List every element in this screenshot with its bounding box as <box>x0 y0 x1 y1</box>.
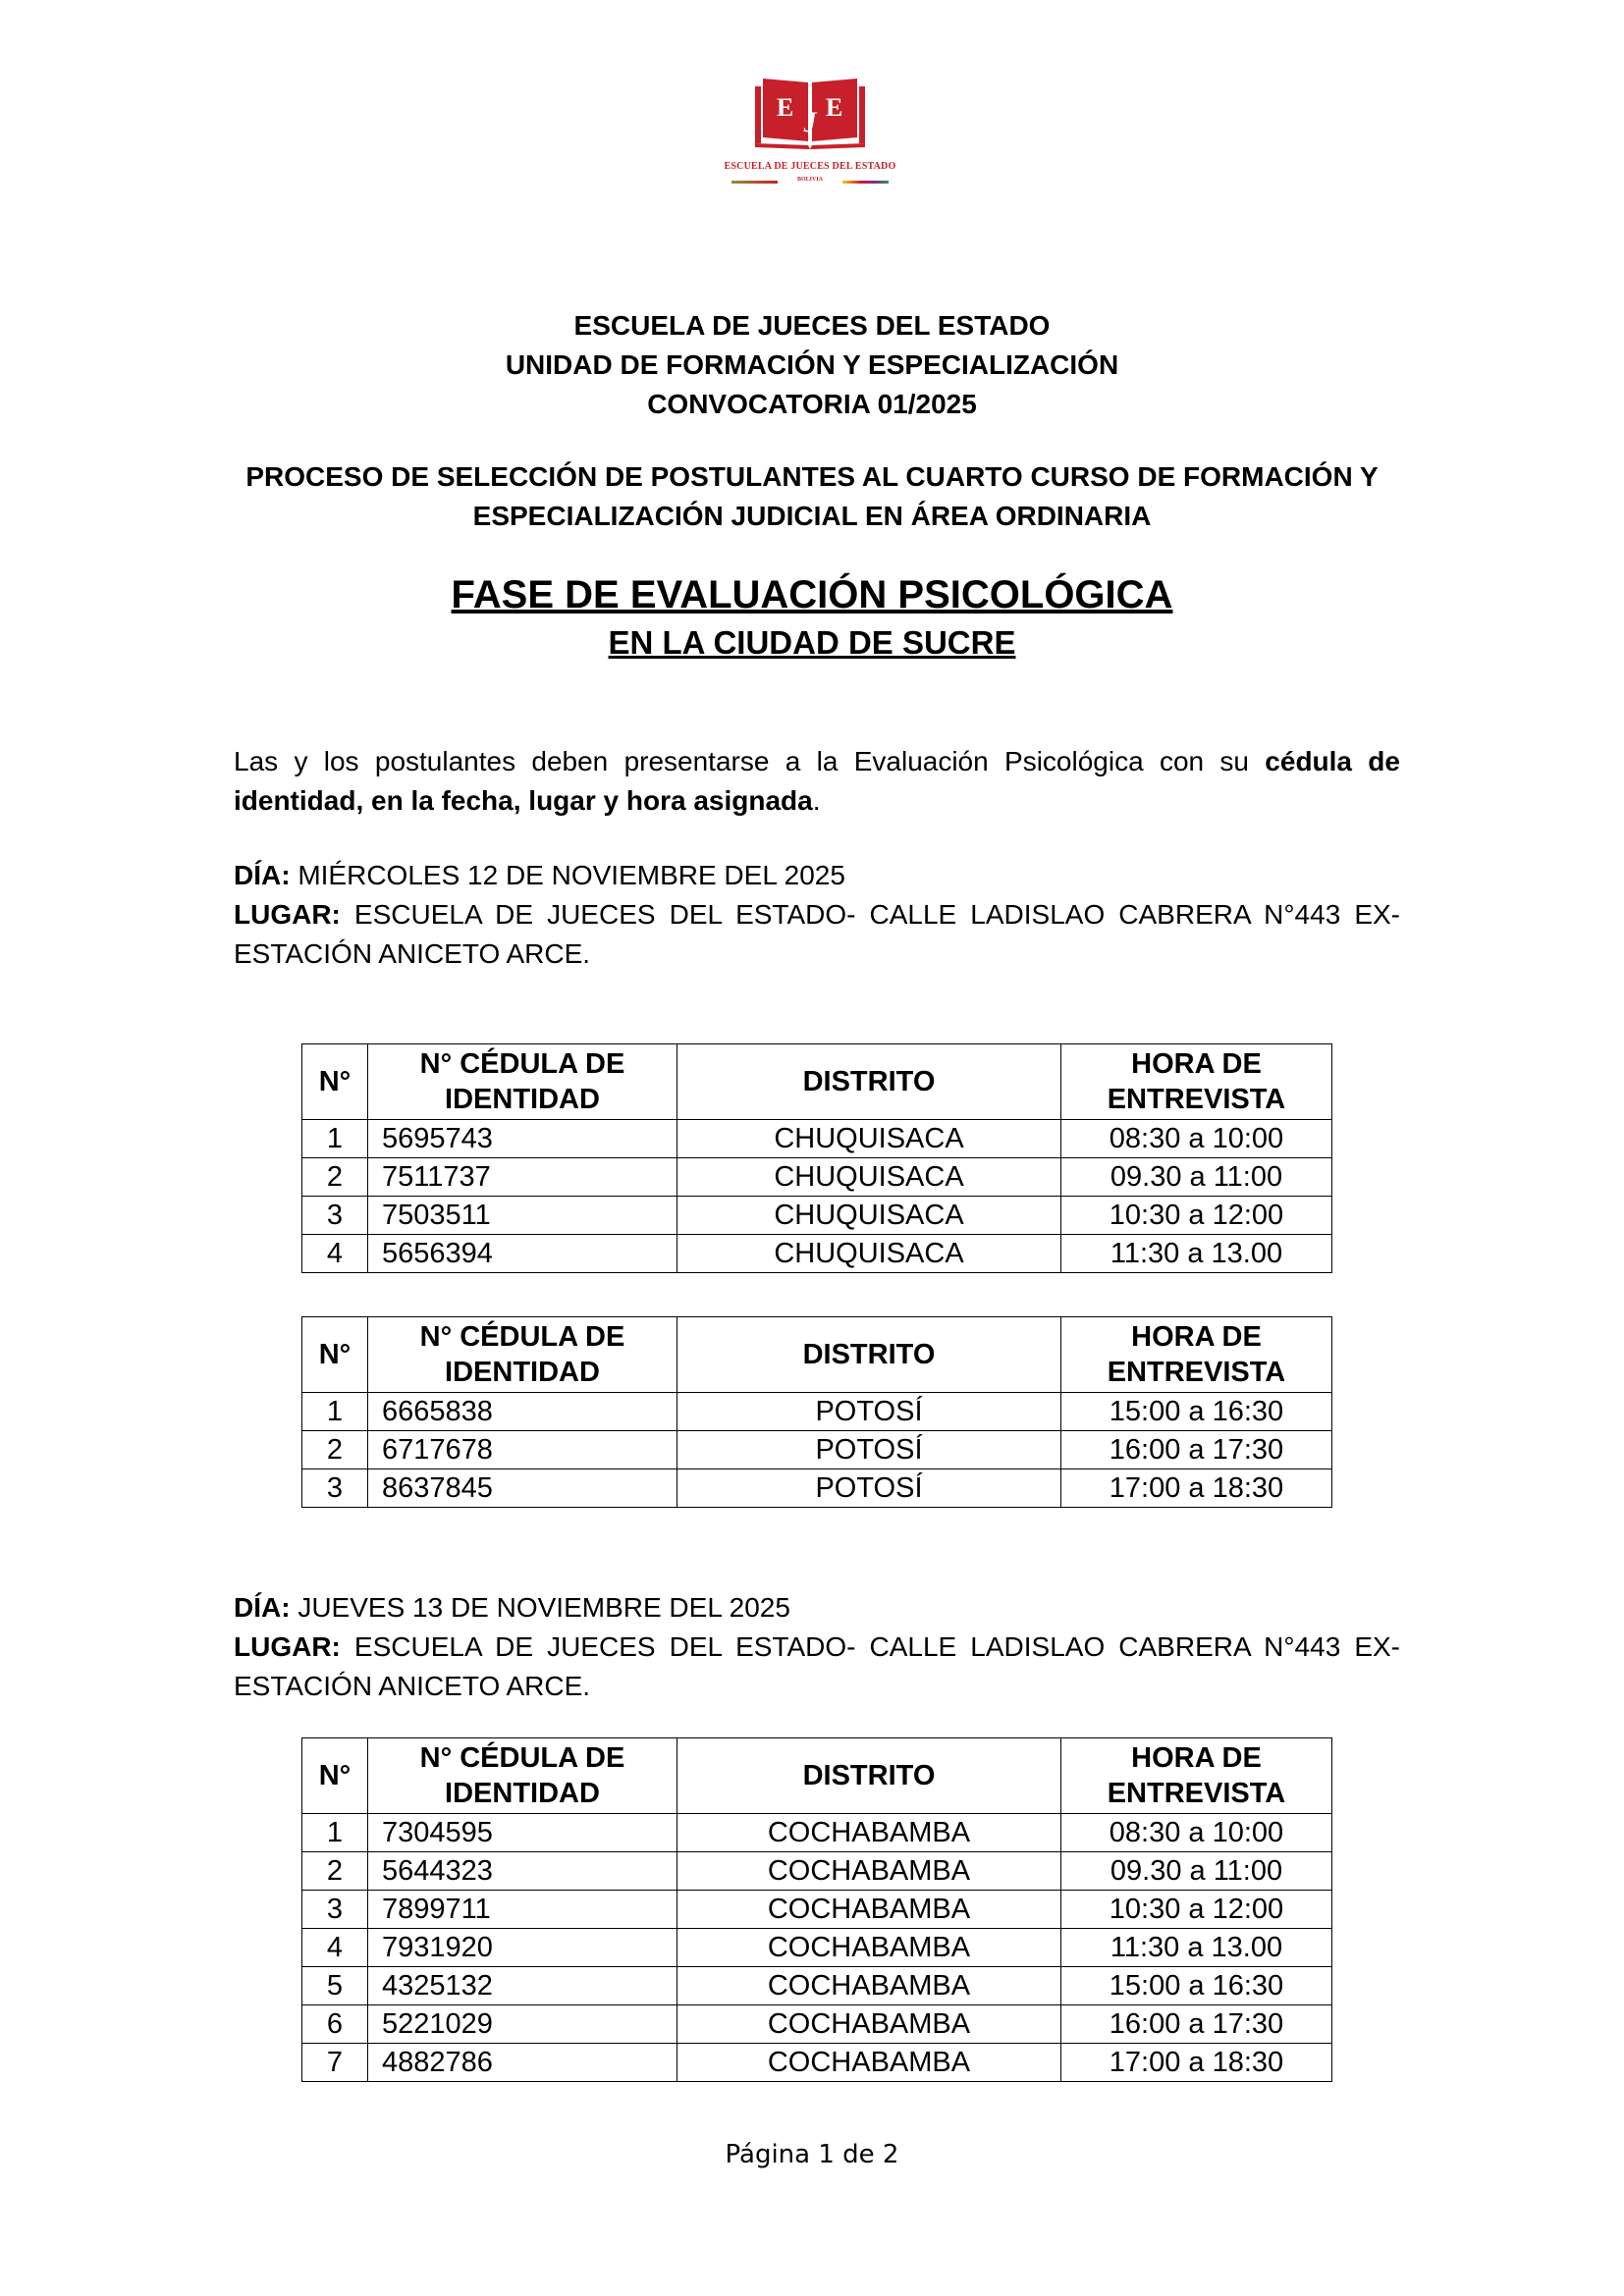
logo-divider-right <box>842 181 889 184</box>
call-number: CONVOCATORIA 01/2025 <box>647 389 977 419</box>
cell-ci: 7511737 <box>368 1158 677 1197</box>
location-value: ESCUELA DE JUECES DEL ESTADO- CALLE LADISLAO CABRERA N°443 EX-ESTACIÓN ANICETO ARCE. <box>234 899 1400 969</box>
cell-distrito: COCHABAMBA <box>677 2005 1061 2044</box>
cell-distrito: COCHABAMBA <box>677 2044 1061 2082</box>
table-header-row <box>302 1738 1332 1814</box>
day-1-date <box>234 856 1400 895</box>
cell-hora: 16:00 a 17:30 <box>1061 1431 1332 1469</box>
col-header-hora: HORA DE ENTREVISTA <box>1061 1738 1332 1814</box>
cell-n: 2 <box>302 1431 368 1469</box>
col-header-distrito: DISTRITO <box>677 1738 1061 1814</box>
day-value: JUEVES 13 DE NOVIEMBRE DEL 2025 <box>290 1592 790 1623</box>
cell-n: 1 <box>302 1814 368 1852</box>
cell-ci: 5221029 <box>368 2005 677 2044</box>
cell-ci: 4325132 <box>368 1967 677 2005</box>
cell-hora: 11:30 a 13.00 <box>1061 1929 1332 1967</box>
cell-hora: 15:00 a 16:30 <box>1061 1393 1332 1431</box>
cell-n: 7 <box>302 2044 368 2082</box>
schedule-table-chuquisaca <box>301 1043 1332 1273</box>
table-row <box>302 1393 1332 1431</box>
cell-distrito: CHUQUISACA <box>677 1235 1061 1273</box>
cell-distrito: COCHABAMBA <box>677 1852 1061 1891</box>
logo-country: BOLIVIA <box>796 177 823 183</box>
table-row <box>302 1197 1332 1235</box>
svg-text:E: E <box>777 93 794 122</box>
cell-ci: 5656394 <box>368 1235 677 1273</box>
table-header-row <box>302 1317 1332 1393</box>
col-header-ci: N° CÉDULA DE IDENTIDAD <box>368 1738 677 1814</box>
col-header-hora: HORA DE ENTREVISTA <box>1061 1044 1332 1120</box>
cell-n: 2 <box>302 1852 368 1891</box>
institution-name: ESCUELA DE JUECES DEL ESTADO <box>573 310 1051 341</box>
cell-distrito: POTOSÍ <box>677 1431 1061 1469</box>
cell-ci: 7899711 <box>368 1891 677 1929</box>
table-row <box>302 1431 1332 1469</box>
day-2-date <box>234 1588 1400 1628</box>
day-value: MIÉRCOLES 12 DE NOVIEMBRE DEL 2025 <box>290 860 845 890</box>
cell-ci: 6665838 <box>368 1393 677 1431</box>
logo-caption: ESCUELA DE JUECES DEL ESTADO <box>724 161 896 172</box>
cell-ci: 6717678 <box>368 1431 677 1469</box>
day-2-location <box>234 1628 1400 1706</box>
page-subtitle: EN LA CIUDAD DE SUCRE <box>608 624 1016 661</box>
cell-hora: 10:30 a 12:00 <box>1061 1891 1332 1929</box>
schedule-table-potosi <box>301 1316 1332 1508</box>
svg-text:J: J <box>803 106 817 138</box>
day-1-location <box>234 895 1400 974</box>
col-header-hora: HORA DE ENTREVISTA <box>1061 1317 1332 1393</box>
cell-hora: 09.30 a 11:00 <box>1061 1852 1332 1891</box>
cell-ci: 8637845 <box>368 1469 677 1508</box>
table-row <box>302 1891 1332 1929</box>
cell-ci: 7304595 <box>368 1814 677 1852</box>
cell-n: 3 <box>302 1469 368 1508</box>
cell-n: 4 <box>302 1929 368 1967</box>
table-row <box>302 1120 1332 1158</box>
cell-distrito: CHUQUISACA <box>677 1120 1061 1158</box>
intro-paragraph <box>234 742 1400 821</box>
cell-distrito: COCHABAMBA <box>677 1891 1061 1929</box>
day-label: DÍA: <box>234 1592 291 1623</box>
cell-distrito: COCHABAMBA <box>677 1814 1061 1852</box>
col-header-distrito: DISTRITO <box>677 1317 1061 1393</box>
cell-n: 6 <box>302 2005 368 2044</box>
cell-n: 2 <box>302 1158 368 1197</box>
table-row <box>302 1929 1332 1967</box>
schedule-table-cochabamba <box>301 1737 1332 2082</box>
cell-distrito: CHUQUISACA <box>677 1158 1061 1197</box>
table-row <box>302 1158 1332 1197</box>
svg-text:E: E <box>826 93 843 122</box>
cell-ci: 4882786 <box>368 2044 677 2082</box>
cell-distrito: POTOSÍ <box>677 1469 1061 1508</box>
table-row <box>302 1814 1332 1852</box>
cell-n: 3 <box>302 1891 368 1929</box>
cell-hora: 09.30 a 11:00 <box>1061 1158 1332 1197</box>
page-number: Página 1 de 2 <box>725 2140 899 2169</box>
col-header-n: N° <box>302 1738 368 1814</box>
cell-ci: 5644323 <box>368 1852 677 1891</box>
page-title: FASE DE EVALUACIÓN PSICOLÓGICA <box>451 573 1173 616</box>
cell-hora: 08:30 a 10:00 <box>1061 1814 1332 1852</box>
cell-ci: 7503511 <box>368 1197 677 1235</box>
location-label: LUGAR: <box>234 899 341 930</box>
intro-end: . <box>812 785 821 816</box>
location-label: LUGAR: <box>234 1631 341 1662</box>
table-row <box>302 2044 1332 2082</box>
cell-distrito: POTOSÍ <box>677 1393 1061 1431</box>
cell-ci: 5695743 <box>368 1120 677 1158</box>
cell-n: 4 <box>302 1235 368 1273</box>
cell-ci: 7931920 <box>368 1929 677 1967</box>
process-title-line1: PROCESO DE SELECCIÓN DE POSTULANTES AL CUARTO CURSO DE FORMACIÓN Y <box>245 461 1379 492</box>
cell-distrito: COCHABAMBA <box>677 1929 1061 1967</box>
col-header-n: N° <box>302 1317 368 1393</box>
cell-hora: 08:30 a 10:00 <box>1061 1120 1332 1158</box>
cell-hora: 16:00 a 17:30 <box>1061 2005 1332 2044</box>
col-header-ci: N° CÉDULA DE IDENTIDAD <box>368 1044 677 1120</box>
cell-hora: 17:00 a 18:30 <box>1061 2044 1332 2082</box>
institution-logo <box>722 69 898 187</box>
col-header-distrito: DISTRITO <box>677 1044 1061 1120</box>
location-value: ESCUELA DE JUECES DEL ESTADO- CALLE LADISLAO CABRERA N°443 EX-ESTACIÓN ANICETO ARCE. <box>234 1631 1400 1701</box>
cell-distrito: COCHABAMBA <box>677 1967 1061 2005</box>
process-title-line2: ESPECIALIZACIÓN JUDICIAL EN ÁREA ORDINARIA <box>472 501 1152 531</box>
cell-hora: 11:30 a 13.00 <box>1061 1235 1332 1273</box>
cell-n: 1 <box>302 1120 368 1158</box>
col-header-n: N° <box>302 1044 368 1120</box>
unit-name: UNIDAD DE FORMACIÓN Y ESPECIALIZACIÓN <box>505 349 1119 380</box>
cell-hora: 10:30 a 12:00 <box>1061 1197 1332 1235</box>
cell-hora: 15:00 a 16:30 <box>1061 1967 1332 2005</box>
table-row <box>302 1852 1332 1891</box>
cell-n: 3 <box>302 1197 368 1235</box>
cell-distrito: CHUQUISACA <box>677 1197 1061 1235</box>
table-header-row <box>302 1044 1332 1120</box>
cell-n: 5 <box>302 1967 368 2005</box>
intro-text: Las y los postulantes deben presentarse a la Evaluación Psicológica con su <box>234 746 1266 776</box>
table-row <box>302 2005 1332 2044</box>
table-row <box>302 1235 1332 1273</box>
table-row <box>302 1967 1332 2005</box>
col-header-ci: N° CÉDULA DE IDENTIDAD <box>368 1317 677 1393</box>
open-book-icon <box>751 77 869 150</box>
table-row <box>302 1469 1332 1508</box>
cell-n: 1 <box>302 1393 368 1431</box>
cell-hora: 17:00 a 18:30 <box>1061 1469 1332 1508</box>
day-label: DÍA: <box>234 860 291 890</box>
intro-bold-text: cédula de identidad, en la fecha, lugar y hora asignada <box>234 746 1400 816</box>
